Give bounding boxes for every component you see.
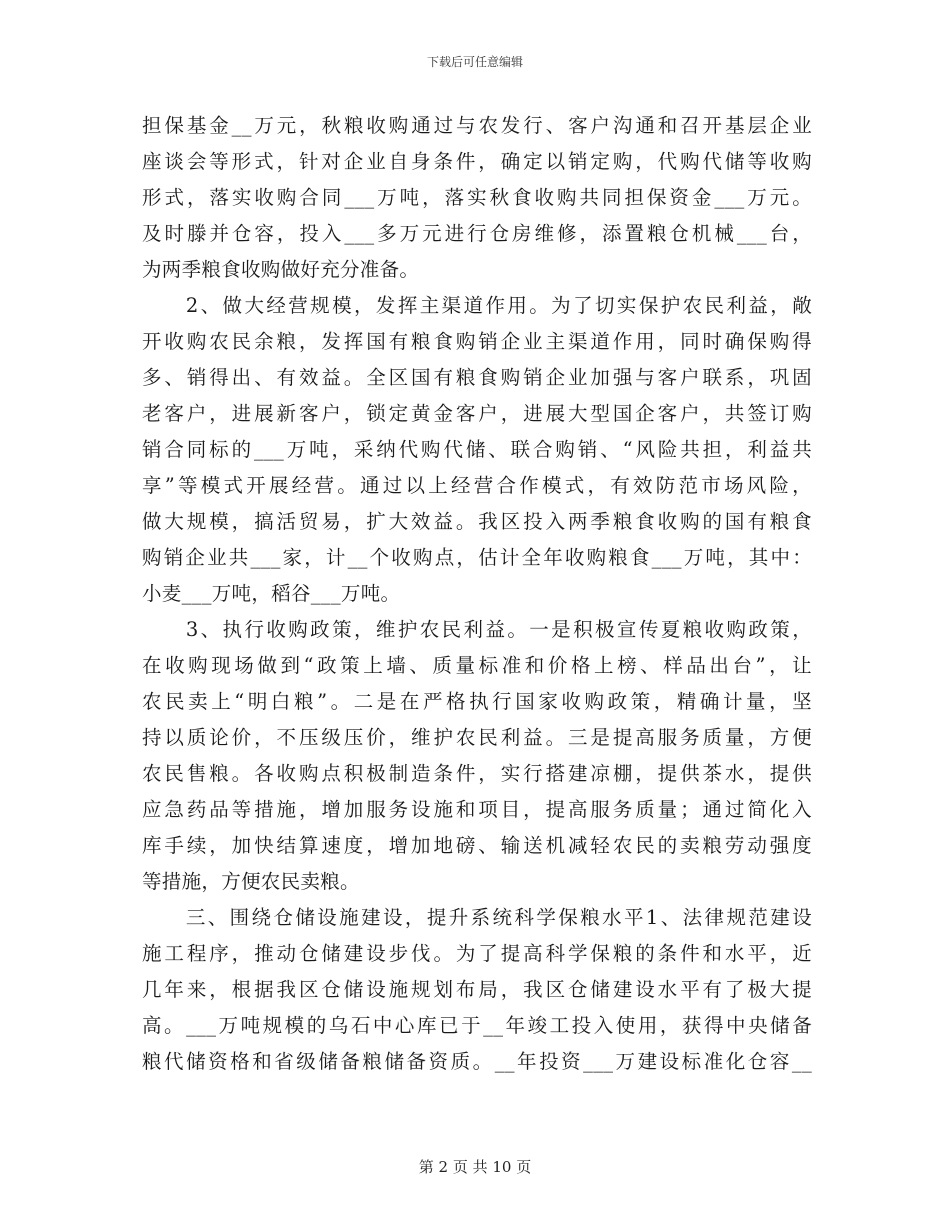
text-line: 担保基金__万元，秋粮收购通过与农发行、客户沟通和召开基层企业 — [142, 114, 812, 137]
text-line: 粮代储资格和省级储备粮储备资质。__年投资___万建设标准化仓容__ — [142, 1050, 812, 1073]
text-line: 农民售粮。各收购点积极制造条件，实行搭建凉棚，提供茶水，提供 — [142, 762, 812, 785]
text-line: 座谈会等形式，针对企业自身条件，确定以销定购，代购代储等收购 — [142, 150, 812, 173]
text-line: 购销企业共___家，计__个收购点，估计全年收购粮食___万吨，其中： — [142, 546, 812, 569]
text-line: 高。___万吨规模的乌石中心库已于__年竣工投入使用，获得中央储备 — [142, 1014, 812, 1037]
text-line: 享”等模式开展经营。通过以上经营合作模式，有效防范市场风险， — [142, 474, 812, 497]
text-line: 农民卖上“明白粮”。二是在严格执行国家收购政策，精确计量，坚 — [142, 690, 812, 713]
text-line: 为两季粮食收购做好充分准备。 — [142, 258, 420, 281]
text-line: 3、执行收购政策，维护农民利益。一是积极宣传夏粮收购政策， — [142, 618, 812, 641]
text-line: 及时滕并仓容，投入___多万元进行仓房维修，添置粮仓机械___台， — [142, 222, 812, 245]
text-line: 在收购现场做到“政策上墙、质量标准和价格上榜、样品出台”，让 — [142, 654, 812, 677]
text-line: 销合同标的___万吨，采纳代购代储、联合购销、“风险共担，利益共 — [142, 438, 812, 461]
text-line: 等措施，方便农民卖粮。 — [142, 870, 360, 893]
page-number: 第 2 页 共 10 页 — [418, 1158, 532, 1176]
text-line: 库手续，加快结算速度，增加地磅、输送机减轻农民的卖粮劳动强度 — [142, 834, 812, 857]
text-line: 小麦___万吨，稻谷___万吨。 — [142, 582, 401, 605]
text-line: 老客户，进展新客户，锁定黄金客户，进展大型国企客户，共签订购 — [142, 402, 812, 425]
text-line: 持以质论价，不压级压价，维护农民利益。三是提高服务质量，方便 — [142, 726, 812, 749]
text-line: 形式，落实收购合同___万吨，落实秋食收购共同担保资金___万元。 — [142, 186, 812, 209]
text-line: 开收购农民余粮，发挥国有粮食购销企业主渠道作用，同时确保购得 — [142, 330, 812, 353]
text-line: 三、围绕仓储设施建设，提升系统科学保粮水平1、法律规范建设 — [142, 906, 812, 929]
text-line: 做大规模，搞活贸易，扩大效益。我区投入两季粮食收购的国有粮食 — [142, 510, 812, 533]
text-line: 多、销得出、有效益。全区国有粮食购销企业加强与客户联系，巩固 — [142, 366, 812, 389]
document-body — [142, 108, 812, 1080]
text-line: 施工程序，推动仓储建设步伐。为了提高科学保粮的条件和水平，近 — [142, 942, 812, 965]
page-header: 下载后可任意编辑 — [426, 55, 523, 69]
text-line: 应急药品等措施，增加服务设施和项目，提高服务质量；通过简化入 — [142, 798, 812, 821]
text-line: 2、做大经营规模，发挥主渠道作用。为了切实保护农民利益，敞 — [142, 294, 812, 317]
text-line: 几年来，根据我区仓储设施规划布局，我区仓储建设水平有了极大提 — [142, 978, 812, 1001]
